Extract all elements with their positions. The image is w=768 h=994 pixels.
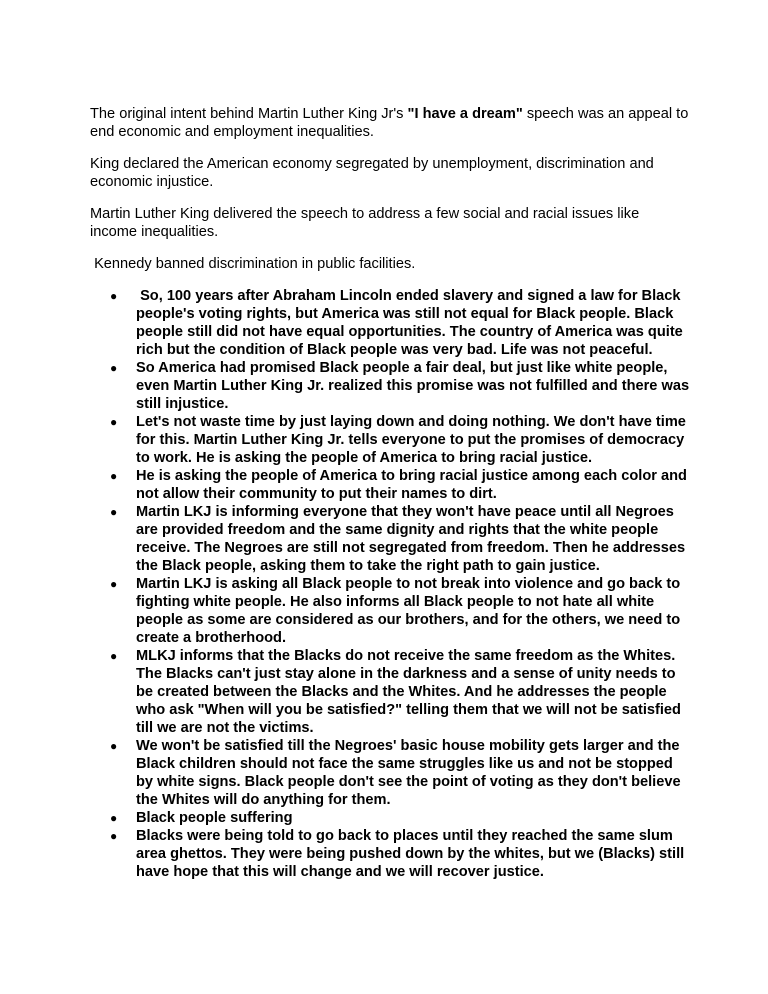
list-item-text: Black people suffering bbox=[136, 810, 293, 826]
paragraph-economy: King declared the American economy segregated by unemployment, discrimination and economic injustice. bbox=[90, 156, 654, 190]
paragraph-kennedy: Kennedy banned discrimination in public facilities. bbox=[90, 256, 416, 272]
bullet-list bbox=[90, 287, 690, 881]
list-item-text: MLKJ informs that the Blacks do not receive the same freedom as the Whites. The Blacks can't just stay alone in the darkness and a sense of unity needs to be created between the Blacks and the Whites. And he addresses the people who ask "When will you be satisfied?" telling them that we will not be satisfied till we are not the victims. bbox=[136, 648, 681, 736]
bullet-dot: ● bbox=[110, 739, 118, 753]
document-body bbox=[90, 105, 690, 881]
list-item bbox=[110, 413, 690, 467]
list-item bbox=[110, 575, 690, 647]
speech-title: "I have a dream" bbox=[407, 106, 523, 122]
bullet-dot: ● bbox=[110, 289, 118, 303]
paragraph-purpose: Martin Luther King delivered the speech to address a few social and racial issues like income inequalities. bbox=[90, 206, 640, 240]
list-item bbox=[110, 359, 690, 413]
list-item-text: We won't be satisfied till the Negroes' basic house mobility gets larger and the Black children should not face the same struggles like us and not be stopped by white signs. Black people don't see the point of voting as they don't believe the Whites will do anything for them. bbox=[136, 738, 681, 808]
list-item bbox=[110, 809, 690, 827]
list-item bbox=[110, 737, 690, 809]
bullet-dot: ● bbox=[110, 469, 118, 483]
list-item bbox=[110, 503, 690, 575]
bullet-dot: ● bbox=[110, 811, 118, 825]
list-item bbox=[110, 287, 690, 359]
bullet-dot: ● bbox=[110, 361, 118, 375]
bullet-dot: ● bbox=[110, 505, 118, 519]
list-item bbox=[110, 647, 690, 737]
list-item-text: Blacks were being told to go back to places until they reached the same slum area ghettos. They were being pushed down by the whites, but we (Blacks) still have hope that this will change and we will recover justice. bbox=[136, 828, 685, 880]
list-item-text: He is asking the people of America to bring racial justice among each color and not allow their community to put their names to dirt. bbox=[136, 468, 687, 502]
list-item-text: Martin LKJ is informing everyone that they won't have peace until all Negroes are provided freedom and the same dignity and rights that the white people receive. The Negroes are still not segregated from freedom. Then he addresses the Black people, asking them to take the right path to gain justice. bbox=[136, 504, 686, 574]
bullet-dot: ● bbox=[110, 829, 118, 843]
bullet-dot: ● bbox=[110, 577, 118, 591]
list-item-text: So America had promised Black people a fair deal, but just like white people, even Martin Luther King Jr. realized this promise was not fulfilled and there was still injustice. bbox=[136, 360, 690, 412]
list-item-text: Let's not waste time by just laying down and doing nothing. We don't have time for this. Martin Luther King Jr. tells everyone to put the promises of democracy to work. He is asking the people of America to bring racial justice. bbox=[136, 414, 686, 466]
list-item-text: So, 100 years after Abraham Lincoln ended slavery and signed a law for Black people's voting rights, but America was still not equal for Black people. Black people still did not have equal opportunities. The country of America was quite rich but the condition of Black people was very bad. Life was not peaceful. bbox=[136, 288, 687, 358]
paragraph-intro bbox=[90, 105, 690, 141]
paragraph-intro-text-end: speech was an appeal to end economic and employment inequalities. bbox=[90, 106, 689, 140]
list-item bbox=[110, 467, 690, 503]
list-item bbox=[110, 827, 690, 881]
bullet-dot: ● bbox=[110, 649, 118, 663]
paragraph-intro-text: The original intent behind Martin Luther King Jr's bbox=[90, 106, 408, 122]
bullet-dot: ● bbox=[110, 415, 118, 429]
list-item-text: Martin LKJ is asking all Black people to not break into violence and go back to fighting white people. He also informs all Black people to not hate all white people as some are considered as our brothers, and for the others, we need to create a brotherhood. bbox=[136, 576, 681, 646]
